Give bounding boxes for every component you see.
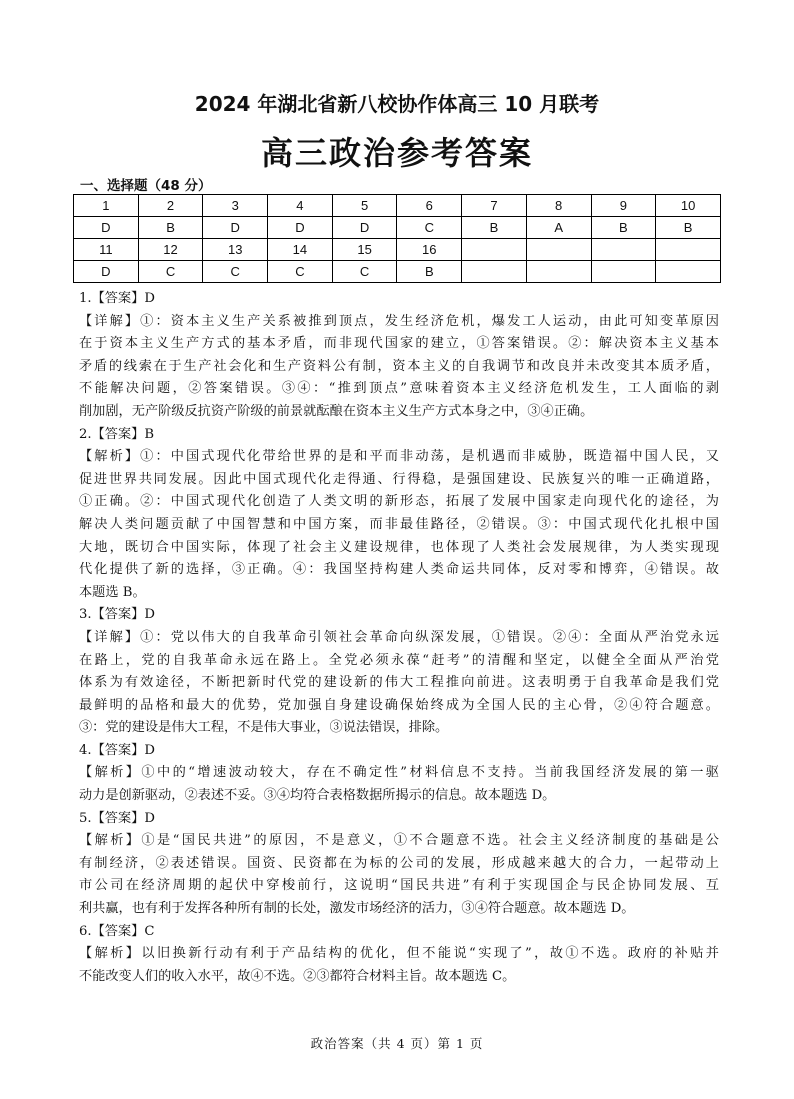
question-number-cell: 11 <box>74 239 139 261</box>
question-number-cell: 7 <box>462 195 527 217</box>
answer-heading: 4.【答案】D <box>79 742 155 758</box>
question-number-cell: 8 <box>526 195 591 217</box>
answer-cell <box>462 261 527 283</box>
question-number-cell: 1 <box>74 195 139 217</box>
explanation-line: 【详解】①：资本主义生产关系被推到顶点，发生经济危机，爆发工人运动，由此可知变革原因 <box>79 313 719 329</box>
answer-cell: C <box>397 217 462 239</box>
question-number-cell <box>462 239 527 261</box>
answer-row <box>74 261 721 283</box>
explanation-line: 最鲜明的品格和最大的优势，党加强自身建设确保始终成为全国人民的主心骨，②④符合题意。 <box>79 697 719 713</box>
question-number-cell <box>591 239 656 261</box>
question-number-cell: 16 <box>397 239 462 261</box>
answer-cell: D <box>74 261 139 283</box>
answer-cell: C <box>268 261 333 283</box>
question-number-cell: 6 <box>397 195 462 217</box>
section-heading: 一、选择题（48 分） <box>80 178 212 194</box>
explanation-line: ③：党的建设是伟大工程，不是伟大事业，③说法错误，排除。 <box>79 720 449 736</box>
question-number-cell: 2 <box>138 195 203 217</box>
explanations <box>79 288 719 988</box>
page-footer: 政治答案（共 4 页）第 1 页 <box>310 1036 484 1051</box>
answer-row <box>74 217 721 239</box>
answer-heading: 3.【答案】D <box>79 607 155 623</box>
answer-cell: C <box>332 261 397 283</box>
question-number-cell: 13 <box>203 239 268 261</box>
explanation-line: 【解析】①是“国民共进”的原因，不是意义，①不合题意不选。社会主义经济制度的基础是公 <box>79 833 719 849</box>
answer-heading: 1.【答案】D <box>79 291 155 306</box>
exam-title: 2024 年湖北省新八校协作体高三 10 月联考 <box>194 92 600 116</box>
answer-cell: C <box>138 261 203 283</box>
explanation-line: 矛盾的线索在于生产社会化和生产资料公有制，资本主义的自我调节和改良并未改变其本质矛盾， <box>79 358 719 374</box>
question-number-cell: 15 <box>332 239 397 261</box>
explanation-line: 【详解】①：党以伟大的自我革命引领社会革命向纵深发展，①错误。②④：全面从严治党永远 <box>79 629 719 645</box>
explanation-line: 【解析】①中的“增速波动较大，存在不确定性”材料信息不支持。当前我国经济发展的第一驱 <box>79 765 719 781</box>
answer-heading: 2.【答案】B <box>79 426 155 442</box>
explanation-line: 【解析】①：中国式现代化带给世界的是和平而非动荡，是机遇而非威胁，既造福中国人民，又 <box>79 449 719 465</box>
question-number-cell: 5 <box>332 195 397 217</box>
explanation-line: 在路上，党的自我革命永远在路上。全党必须永葆“赶考”的清醒和坚定，以健全全面从严治党 <box>79 652 719 668</box>
question-number-cell: 10 <box>656 195 721 217</box>
answer-cell: D <box>332 217 397 239</box>
explanation-line: 动力是创新驱动，②表述不妥。③④均符合表格数据所揭示的信息。故本题选 D。 <box>79 788 556 804</box>
explanation-line: 削加剧，无产阶级反抗资产阶级的前景就酝酿在资本主义生产方式本身之中，③④正确。 <box>79 403 594 419</box>
explanation-line: 不能改变人们的收入水平，故④不选。②③都符合材料主旨。故本题选 C。 <box>79 968 516 984</box>
answer-cell: A <box>526 217 591 239</box>
explanation-line: 不能解决问题，②答案错误。③④：“推到顶点”意味着资本主义经济危机发生，工人面临的剥 <box>79 381 719 397</box>
answer-cell: C <box>203 261 268 283</box>
answer-cell: B <box>462 217 527 239</box>
answer-cell: D <box>74 217 139 239</box>
answer-cell <box>526 261 591 283</box>
answer-cell: D <box>268 217 333 239</box>
question-number-cell: 4 <box>268 195 333 217</box>
question-number-cell: 14 <box>268 239 333 261</box>
question-number-cell: 12 <box>138 239 203 261</box>
answer-cell <box>656 261 721 283</box>
explanation-line: 【解析】以旧换新行动有利于产品结构的优化，但不能说“实现了”，故①不选。政府的补贴并 <box>79 946 719 962</box>
answer-cell <box>591 261 656 283</box>
question-number-cell <box>526 239 591 261</box>
answer-cell: B <box>138 217 203 239</box>
explanation-line: 解决人类问题贡献了中国智慧和中国方案，而非最佳路径，②错误。③：中国式现代化扎根中国 <box>79 516 719 532</box>
question-number-cell <box>656 239 721 261</box>
explanation-line: 市公司在经济周期的起伏中穿梭前行，这说明“国民共进”有利于实现国企与民企协同发展、互 <box>79 878 719 894</box>
explanation-line: 有制经济，②表述错误。国资、民资都在为标的公司的发展，形成越来越大的合力，一起带动上 <box>79 855 719 871</box>
answer-heading: 6.【答案】C <box>79 923 155 939</box>
explanation-line: 大地，既切合中国实际，体现了社会主义建设规律，也体现了人类社会发展规律，为人类实现现 <box>79 539 719 555</box>
answer-cell: B <box>656 217 721 239</box>
explanation-line: 在于资本主义生产方式的基本矛盾，而非现代国家的建立，①答案错误。②：解决资本主义基本 <box>79 336 719 352</box>
explanation-line: 体系为有效途径，不断把新时代党的建设新的伟大工程推向前进。这表明勇于自我革命是我们党 <box>79 675 719 691</box>
answer-table <box>73 194 721 283</box>
answer-cell: B <box>397 261 462 283</box>
answer-cell: D <box>203 217 268 239</box>
explanation-line: 代化提供了新的选择，③正确。④：我国坚持构建人类命运共同体，反对零和博弈，④错误。故 <box>79 562 719 578</box>
answer-heading: 5.【答案】D <box>79 810 155 826</box>
explanation-line: ①正确。②：中国式现代化创造了人类文明的新形态，拓展了发展中国家走向现代化的途径，为 <box>79 494 719 510</box>
answer-cell: B <box>591 217 656 239</box>
explanation-line: 促进世界共同发展。因此中国式现代化走得通、行得稳，是强国建设、民族复兴的唯一正确道路， <box>79 471 719 487</box>
question-number-cell: 9 <box>591 195 656 217</box>
question-number-row <box>74 195 721 217</box>
document-title: 高三政治参考答案 <box>260 134 533 172</box>
explanation-line: 利共赢，也有利于发挥各种所有制的长处，激发市场经济的活力，③④符合题意。故本题选 D。 <box>79 901 635 917</box>
explanation-line: 本题选 B。 <box>79 584 146 600</box>
question-number-cell: 3 <box>203 195 268 217</box>
question-number-row <box>74 239 721 261</box>
